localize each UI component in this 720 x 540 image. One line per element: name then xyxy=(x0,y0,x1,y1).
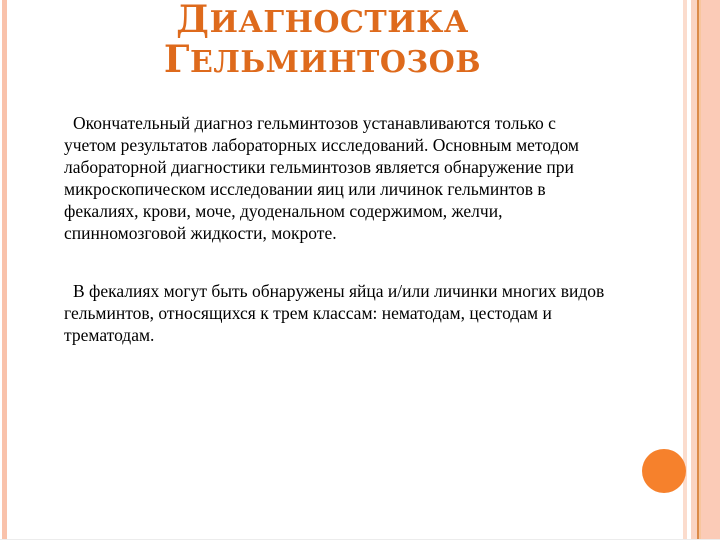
paragraph-2-line: В фекалиях могут быть обнаружены яйца и/или личинки многих видов xyxy=(73,281,605,301)
paragraph-1-line: фекалиях, крови, моче, дуоденальном содержимом, желчи, xyxy=(64,201,503,221)
slide-body xyxy=(64,112,689,346)
paragraph-1-line: лабораторной диагностики гельминтозов является обнаружение при xyxy=(64,157,574,177)
paragraph-1 xyxy=(64,112,689,244)
left-accent-stripe xyxy=(2,0,7,540)
paragraph-1-line: Окончательный диагноз гельминтозов устанавливаются только с xyxy=(73,113,556,133)
slide-title xyxy=(0,1,645,81)
slide-title-line-2: ГЕЛЬМИНТОЗОВ xyxy=(163,37,482,81)
paragraph-1-line: спинномозговой жидкости, мокроте. xyxy=(64,223,337,243)
paragraph-2-line: гельминтов, относящихся к трем классам: нематодам, цестодам и xyxy=(64,303,552,323)
paragraph-1-line: учетом результатов лабораторных исследований. Основным методом xyxy=(64,135,579,155)
decorative-circle xyxy=(642,449,686,493)
paragraph-1-line: микроскопическом исследовании яиц или личинок гельминтов в xyxy=(64,179,546,199)
paragraph-2 xyxy=(64,280,689,346)
paragraph-2-line: трематодам. xyxy=(64,325,155,345)
slide-title-line-1: ДИАГНОСТИКА xyxy=(176,0,469,41)
right-accent-stripe-band xyxy=(701,0,720,540)
